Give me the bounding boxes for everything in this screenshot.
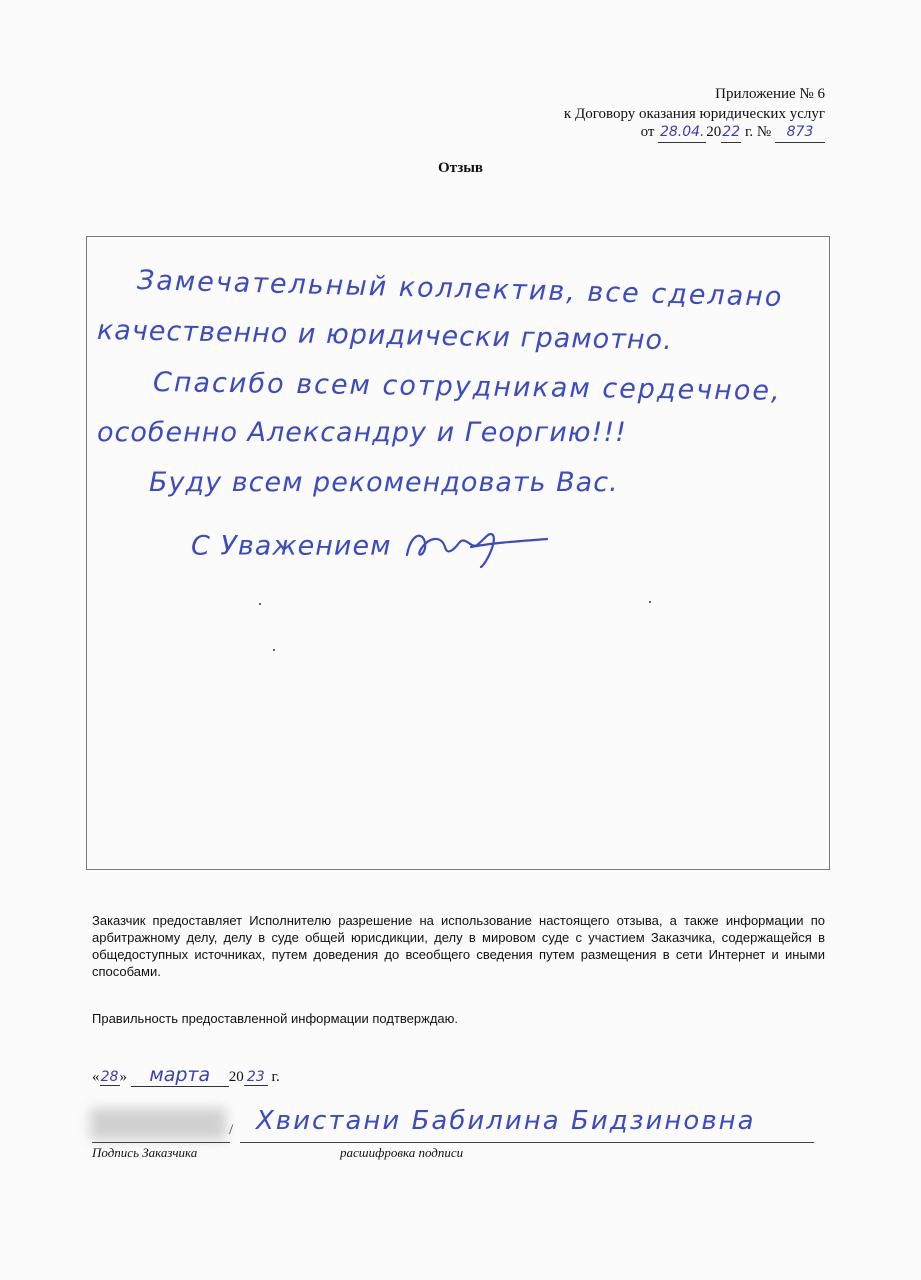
date-prefix: от [640, 124, 655, 140]
signature-caption: Подпись Заказчика [92, 1145, 198, 1160]
contract-day-field: 28.04. [658, 122, 706, 143]
contract-year-field: 22 [721, 122, 741, 143]
signature-separator: / [229, 1122, 234, 1138]
signature-line [92, 1142, 230, 1143]
contract-number-field: 873 [775, 122, 825, 143]
review-closing: С Уважением [191, 530, 392, 562]
year-unit: г. № [744, 124, 772, 140]
confirm-paragraph: Правильность предоставленной информации подтверждаю. [92, 1011, 458, 1026]
year-prefix: 20 [706, 124, 722, 140]
speck [273, 649, 275, 651]
review-line-6 [191, 525, 551, 569]
review-line-4: особенно Александру и Георгию!!! [97, 417, 627, 448]
sign-day-field: 28 [100, 1069, 119, 1085]
review-line-5: Буду всем рекомендовать Вас. [149, 467, 619, 498]
decode-line [240, 1142, 814, 1143]
speck [649, 601, 651, 603]
sign-month-field: марта [131, 1064, 229, 1087]
sign-year-field: 23 [244, 1069, 268, 1086]
review-line-3: Спасибо всем сотрудникам сердечное, [152, 367, 782, 407]
review-line-2: качественно и юридически грамотно. [96, 315, 673, 357]
sign-year-unit: г. [271, 1069, 280, 1085]
decode-caption: расшифровка подписи [340, 1145, 464, 1160]
consent-paragraph: Заказчик предоставляет Исполнителю разрешение на использование настоящего отзыва, а также информации по арбитражному делу, делу в суде общей юрисдикции, делу в мировом суде с участием Заказчика, содержащейся в общедоступных источниках, путем доведения до всеобщего сведения путем размещения в сети Интернет и иными способами. [92, 913, 825, 979]
signing-date [92, 1064, 280, 1087]
decoded-name: Хвистани Бабилина Бидзиновна [256, 1106, 756, 1136]
page-title: Отзыв [437, 160, 484, 176]
redacted-signature [90, 1108, 226, 1140]
review-box [86, 236, 830, 870]
date-open-quote: « [92, 1069, 100, 1085]
date-close-quote: » [119, 1069, 127, 1085]
speck [259, 603, 261, 605]
handwritten-signature-icon [401, 525, 551, 569]
contract-date-line [641, 122, 825, 143]
review-line-1: Замечательный коллектив, все сделано [136, 265, 784, 313]
sign-year-prefix: 20 [228, 1069, 244, 1085]
contract-label: к Договору оказания юридических услуг [563, 106, 825, 122]
appendix-label: Приложение № 6 [715, 86, 825, 102]
